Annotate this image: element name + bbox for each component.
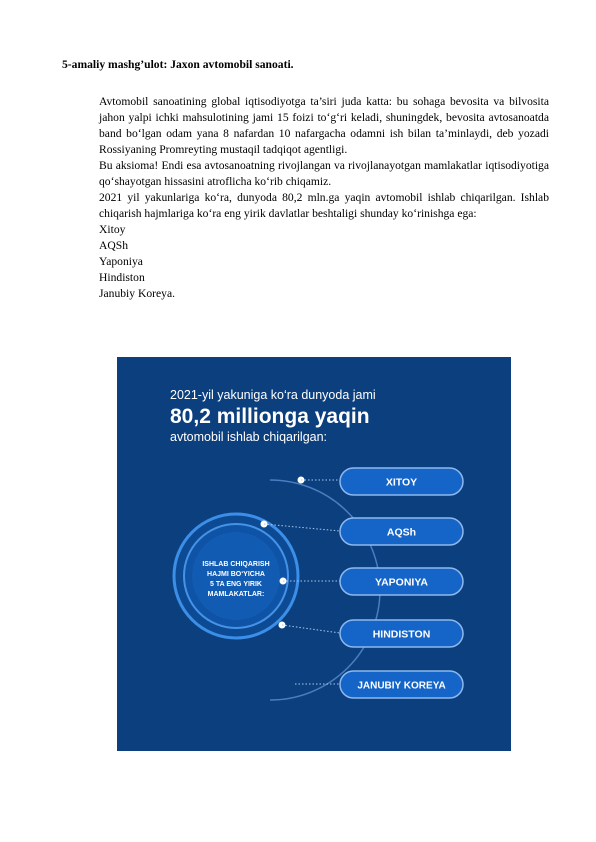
infographic-line1: 2021-yil yakuniga ko‘ra dunyoda jami [170,388,376,402]
country-label: AQSh [386,526,417,539]
country-pill-4 [340,620,463,647]
list-item: AQSh [99,239,128,252]
infographic-svg [117,357,511,751]
list-item: Janubiy Koreya. [99,287,175,300]
list-item: Yaponiya [99,255,143,268]
infographic-big-number: 80,2 millionga yaqin [170,405,370,428]
infographic-line3: avtomobil ishlab chiqarilgan: [170,430,328,444]
country-pill-3 [340,568,463,595]
paragraph: Bu aksioma! Endi esa avtosanoatning rivojlangan va rivojlanayotgan mamlakatlar iqtisodiyotiga qo‘shayotgan hissasini atroflicha ko‘rib chiqamiz. [99,159,549,188]
page-heading: 5-amaliy mashg’ulot: Jaxon avtomobil sanoati. [62,58,294,71]
paragraph: 2021 yil yakunlariga ko‘ra, dunyoda 80,2 mln.ga yaqin avtomobil ishlab chiqarilgan. Ishlab chiqarish hajmlariga ko‘ra eng yirik davlatlar beshtaligi shunday ko‘rinishga ega: [99,191,549,220]
circle-text-line: 5 TA ENG YIRIK [210,581,262,588]
circle-text-line: ISHLAB CHIQARISH [202,561,270,568]
country-label: JANUBIY KOREYA [357,680,446,692]
country-label: YAPONIYA [375,576,428,589]
infographic [117,357,511,751]
country-pill-2 [340,518,463,545]
list-item: Xitoy [99,223,126,236]
country-label: XITOY [385,476,418,489]
circle-text-line: HAJMI BO‘YICHA [207,571,265,578]
list-item: Hindiston [99,271,145,284]
body-text [99,94,549,302]
paragraph: Avtomobil sanoatining global iqtisodiyotga ta’siri juda katta: bu sohaga bevosita va bilvosita jahon yalpi ichki mahsulotining jami 15 foizi to‘g‘ri keladi, shuningdek, bevosita avtosanoatda band bo‘lgan odam yana 8 nafardan 10 nafargacha odamni ish bilan ta’minlaydi, deb yozadi Rossiyaning Promreyting mustaqil tadqiqot agentligi. [99,95,549,156]
circle-text-line: MAMLAKATLAR: [207,591,265,598]
country-pill-5 [340,671,463,698]
country-label: HINDISTON [372,628,431,641]
country-pill-1 [340,468,463,495]
